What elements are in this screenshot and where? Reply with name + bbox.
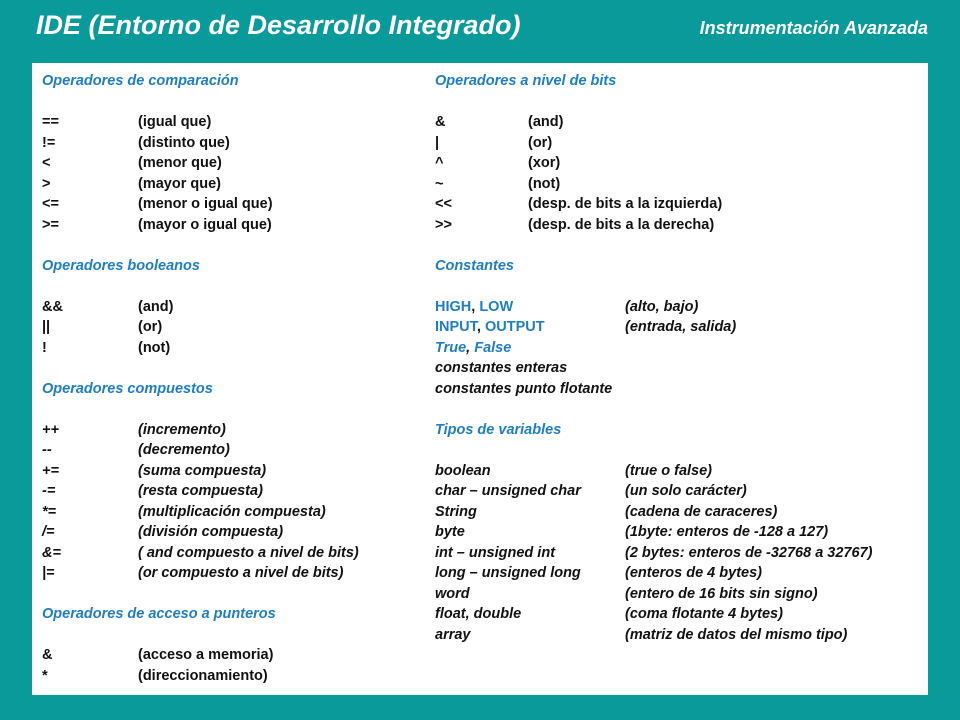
type-desc: (1byte: enteros de -128 a 127): [625, 524, 829, 540]
operator-symbol: --: [42, 442, 52, 458]
constant-integers: constantes enteras: [435, 360, 568, 376]
operator-desc: (or compuesto a nivel de bits): [138, 565, 344, 581]
list-item: [42, 522, 442, 543]
operator-symbol: &=: [42, 544, 61, 561]
operator-symbol: !=: [42, 134, 56, 151]
table-row: [435, 502, 925, 523]
operator-desc: (desp. de bits a la derecha): [528, 216, 715, 233]
list-item: True, False: [435, 339, 512, 356]
table-row: [435, 522, 925, 543]
operator-symbol: ^: [435, 155, 444, 171]
list-item: [42, 563, 442, 584]
operator-symbol: >: [42, 175, 51, 192]
operator-symbol: ~: [435, 175, 444, 192]
operator-desc: (acceso a memoria): [138, 647, 274, 663]
list-item: [42, 153, 442, 174]
operator-desc: (xor): [528, 155, 561, 171]
list-item: INPUT, OUTPUT (entrada, salida): [435, 317, 925, 338]
operator-symbol: /=: [42, 524, 55, 540]
pointer-heading: Operadores de acceso a punteros: [42, 606, 276, 622]
list-item: [435, 153, 925, 174]
constant-desc: (entrada, salida): [625, 319, 737, 335]
type-name: array: [435, 626, 471, 643]
list-item: [42, 112, 442, 133]
operator-desc: (and): [138, 298, 174, 315]
table-row: [435, 481, 925, 502]
operator-symbol: &&: [42, 298, 63, 315]
operator-desc: (direccionamiento): [138, 667, 268, 684]
operator-desc: (resta compuesta): [138, 483, 263, 499]
operator-desc: (división compuesta): [138, 524, 284, 540]
operator-desc: (multiplicación compuesta): [138, 503, 326, 520]
operator-symbol: !: [42, 339, 47, 356]
right-column: [435, 71, 925, 645]
type-desc: (matriz de datos del mismo tipo): [625, 626, 848, 643]
operator-symbol: |: [435, 134, 440, 151]
type-desc: (entero de 16 bits sin signo): [625, 585, 818, 602]
operator-desc: (menor que): [138, 155, 222, 171]
type-desc: (cadena de caraceres): [625, 503, 778, 520]
operator-symbol: <<: [435, 196, 452, 212]
constant-low: LOW: [479, 298, 514, 315]
type-desc: (2 bytes: enteros de -32768 a 32767): [625, 544, 873, 561]
list-item: [42, 420, 442, 441]
table-row: [435, 563, 925, 584]
constant-false: False: [474, 339, 512, 356]
operator-symbol: ||: [42, 319, 51, 335]
operator-symbol: ==: [42, 114, 59, 130]
list-item: [42, 174, 442, 195]
list-item: [435, 133, 925, 154]
constant-floats: constantes punto flotante: [435, 380, 613, 397]
list-item: [435, 215, 925, 236]
operator-desc: (menor o igual que): [138, 196, 273, 212]
operator-desc: (or): [138, 319, 163, 335]
type-name: boolean: [435, 462, 491, 479]
list-item: [42, 194, 442, 215]
list-item: [42, 645, 442, 666]
operator-desc: (mayor o igual que): [138, 216, 272, 233]
operator-symbol: |=: [42, 565, 55, 581]
slide-subtitle: Instrumentación Avanzada: [699, 18, 928, 38]
list-item: [42, 317, 442, 338]
operator-desc: (decremento): [138, 442, 230, 458]
constant-output: OUTPUT: [484, 319, 545, 335]
list-item: [42, 338, 442, 359]
list-item: [42, 666, 442, 687]
operator-desc: (and): [528, 114, 564, 130]
type-desc: (true o false): [625, 462, 713, 479]
operator-symbol: +=: [42, 462, 59, 479]
list-item: [42, 133, 442, 154]
constant-desc: (alto, bajo): [625, 298, 699, 315]
type-name: byte: [435, 524, 465, 540]
compound-heading: Operadores compuestos: [42, 380, 213, 397]
type-name: String: [435, 503, 477, 520]
type-name: int – unsigned int: [435, 544, 556, 561]
type-desc: (un solo carácter): [625, 483, 747, 499]
list-item: [42, 215, 442, 236]
operator-symbol: *: [42, 667, 48, 684]
list-item: [42, 297, 442, 318]
type-name: char – unsigned char: [435, 483, 581, 499]
constant-input: INPUT: [435, 319, 477, 335]
operator-symbol: &: [42, 647, 53, 663]
list-item: [42, 543, 442, 564]
slide-title: IDE (Entorno de Desarrollo Integrado): [36, 10, 521, 40]
table-row: [435, 543, 925, 564]
list-item: [435, 194, 925, 215]
table-row: [435, 461, 925, 482]
operator-desc: (suma compuesta): [138, 462, 267, 479]
operator-desc: (mayor que): [138, 175, 221, 192]
operator-symbol: &: [435, 114, 446, 130]
boolean-heading: Operadores booleanos: [42, 257, 200, 274]
list-item: [42, 481, 442, 502]
list-item: [42, 502, 442, 523]
table-row: [435, 625, 925, 646]
bitwise-heading: Operadores a nivel de bits: [435, 73, 617, 89]
list-item: [435, 112, 925, 133]
operator-symbol: >>: [435, 216, 452, 233]
operator-desc: (igual que): [138, 114, 212, 130]
table-row: [435, 584, 925, 605]
type-desc: (coma flotante 4 bytes): [625, 606, 783, 622]
operator-symbol: ++: [42, 421, 59, 438]
operator-symbol: <: [42, 155, 51, 171]
operator-symbol: >=: [42, 216, 59, 233]
operator-desc: (or): [528, 134, 553, 151]
list-item: [42, 440, 442, 461]
operator-desc: ( and compuesto a nivel de bits): [138, 544, 359, 561]
operator-symbol: -=: [42, 483, 56, 499]
comparison-heading: Operadores de comparación: [42, 73, 239, 89]
operator-desc: (not): [528, 175, 561, 192]
type-name: long – unsigned long: [435, 565, 581, 581]
types-heading: Tipos de variables: [435, 421, 562, 438]
table-row: [435, 604, 925, 625]
operator-desc: (distinto que): [138, 134, 230, 151]
type-desc: (enteros de 4 bytes): [625, 565, 762, 581]
operator-symbol: *=: [42, 503, 57, 520]
constant-true: True: [435, 339, 467, 356]
left-column: [42, 71, 442, 686]
operator-desc: (incremento): [138, 421, 226, 438]
list-item: HIGH, LOW (alto, bajo): [435, 297, 925, 318]
constants-heading: Constantes: [435, 257, 514, 274]
operator-desc: (desp. de bits a la izquierda): [528, 196, 723, 212]
type-name: float, double: [435, 606, 522, 622]
operator-desc: (not): [138, 339, 171, 356]
operator-symbol: <=: [42, 196, 59, 212]
list-item: [435, 174, 925, 195]
constant-high: HIGH: [435, 298, 472, 315]
list-item: [42, 461, 442, 482]
type-name: word: [435, 585, 470, 602]
content-panel: [32, 63, 928, 695]
